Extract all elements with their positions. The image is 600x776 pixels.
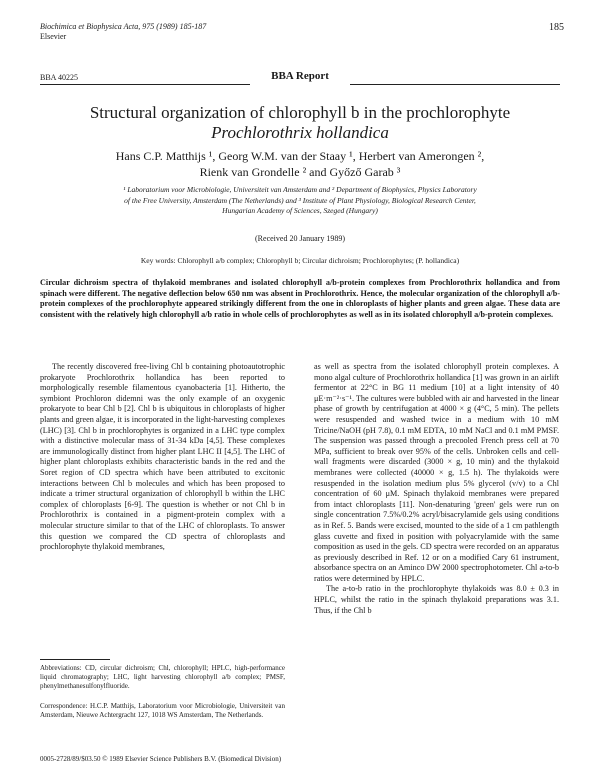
correspondence-footnote: Correspondence: H.C.P. Matthijs, Laboratorium voor Microbiologie, Universiteit van Amsterdam, Nieuwe Achtergracht 127, 1018 WS Amsterdam, The Netherlands.	[40, 702, 285, 719]
abstract: Circular dichroism spectra of thylakoid membranes and isolated chlorophyll a/b-protein complexes from Prochlorothrix hollandica and from spinach were different. The negative deflection below 650 nm was absent in Prochlorothrix. Hence, the molecular organization of the chlorophyll a/b-protein complexes of the prochlorophyte appeared strikingly different from the one in chloroplasts of higher plants and green algae. These data are consistent with the relatively high chlorophyll a/b ratio in whole cells of prochlorophytes as well as in its isolated chlorophyll a/b-protein complexes.	[40, 278, 560, 319]
footnote-rule	[40, 659, 110, 660]
article-title	[40, 103, 560, 143]
received-date: (Received 20 January 1989)	[255, 234, 345, 243]
title-line-2: Prochlorothrix hollandica	[211, 123, 389, 142]
publisher: Elsevier	[40, 32, 67, 41]
keywords: Key words: Chlorophyll a/b complex; Chlorophyll b; Circular dichroism; Prochlorophytes; (P. hollandica)	[140, 256, 460, 265]
body-right-column	[314, 362, 559, 616]
author-list	[40, 148, 560, 180]
copyright-line: 0005-2728/89/$03.50 © 1989 Elsevier Science Publishers B.V. (Biomedical Division)	[40, 755, 282, 763]
affiliation-line-2: of the Free University, Amsterdam (The Netherlands) and ³ Institute of Plant Physiology, Biological Research Center,	[124, 195, 476, 205]
header-rule-right	[350, 84, 560, 85]
affiliation-line-1: ¹ Laboratorium voor Microbiologie, Universiteit van Amsterdam and ² Department of Biophysics, Physics Laboratory	[123, 185, 477, 194]
journal-name: Biochimica et Biophysica Acta, 975 (1989) 185-187	[40, 22, 207, 31]
authors-line-2: Rienk van Grondelle ² and Győző Garab ³	[199, 165, 401, 179]
authors-line-1: Hans C.P. Matthijs ¹, Georg W.M. van der Staay ¹, Herbert van Amerongen ²,	[115, 149, 485, 163]
section-label: BBA Report	[271, 70, 329, 82]
abbreviations-footnote: Abbreviations: CD, circular dichroism; Chl, chlorophyll; HPLC, high-performance liquid chromatography; LHC, light harvesting chlorophyll a/b complex; PMSF, phenylmethanesulfonylfluoride.	[40, 664, 285, 690]
affiliations	[70, 185, 530, 217]
journal-citation	[40, 22, 206, 42]
header-rule-left	[40, 84, 250, 85]
body-right-paragraph-1: as well as spectra from the isolated chlorophyll protein complexes. A mono algal culture of Prochlorothrix hollandica [1] was grown in an airlift fermentor at 22°C in BG 11 medium [10] at a light intensity of 40 μE·m⁻²·s⁻¹. The cultures were bubbled with air and harvested in the linear phase of growth by centrifugation at 4000 × g (4°C, 5 min). The pellets were resuspended and washed twice in a medium with 10 mM Tricine/NaOH (pH 7.8), 0.1 mM EDTA, 10 mM NaCl and 0.1 mM PMSF. The suspension was passed through a precooled French press cell at 70 MPa, sufficient to break over 95% of the cells. Unbroken cells and cell-wall fragments were discarded (3000 × g, 10 min) and the thylakoid membranes were collected (40000 × g, 1.5 h). The thylakoids were resuspended in the isolation medium plus 5% glycerol (v/v) to a Chl concentration of 60 μM. Spinach thylakoid membranes were prepared from intact chloroplasts [11]. Non-denaturing 'green' gels were run on single concentration 7.5%/0.2% acryl/bisacrylamide gels using conditions as in Ref. 5. Bands were excised, mounted to the side of a 1 cm pathlength glass cuvette and fixed in position with polyacrylamide with the same composition as used in the gels. CD spectra were recorded on an apparatus as previously described in Ref. 12 or on a modified Cary 61 instrument, absorbance spectra on an Aminco DW 2000 spectrophotometer. Chl a-to-b ratios were determined by HPLC.	[314, 362, 559, 583]
body-left-column: The recently discovered free-living Chl b containing photoautotrophic prokaryote Prochlorothrix hollandica has been reported to morphologically resemble filamentous cyanobacteria [1]. Hitherto, the symbiont Prochloron didemni was the only example of an oxygenic prokaryote to bear Chl b [2]. Chl b is ubiquitous in chloroplasts of higher plants and green algae, it is incorporated in the light-harvesting complexes (LHC) [3]. Chl b in prochlorophytes is organized in a LHC type complex with a distinctive molecular mass of 31-34 kDa [4,5]. These complexes are immunologically distinct from higher plant LHC II [4,5]. The LHC of higher plant chloroplasts exhibits characteristic bands in the red and the Soret region of CD spectra which have been attributed to excitonic interactions between Chl b molecules and which has been proposed to indicate a trimer structural organization of chlorophyll b within the LHC complex of chloroplasts [6-9]. The question is whether or not Chl b in Prochlorothrix is contained in a pigment-protein complex with a molecular structure similar to that of the LHC of chloroplasts. To answer this question we compared the CD spectra of chloroplasts and prochlorophyte thylakoid membranes,	[40, 362, 285, 552]
body-right-paragraph-2: The a-to-b ratio in the prochlorophyte thylakoids was 8.0 ± 0.3 in HPLC, whilst the ratio in the spinach thylakoid preparations was 3.1. Thus, if the Chl b	[314, 584, 559, 615]
title-line-1: Structural organization of chlorophyll b in the prochlorophyte	[89, 103, 511, 122]
page-number: 185	[549, 22, 564, 33]
bba-code: BBA 40225	[40, 73, 79, 82]
affiliation-line-3: Hungarian Academy of Sciences, Szeged (Hungary)	[222, 206, 378, 215]
